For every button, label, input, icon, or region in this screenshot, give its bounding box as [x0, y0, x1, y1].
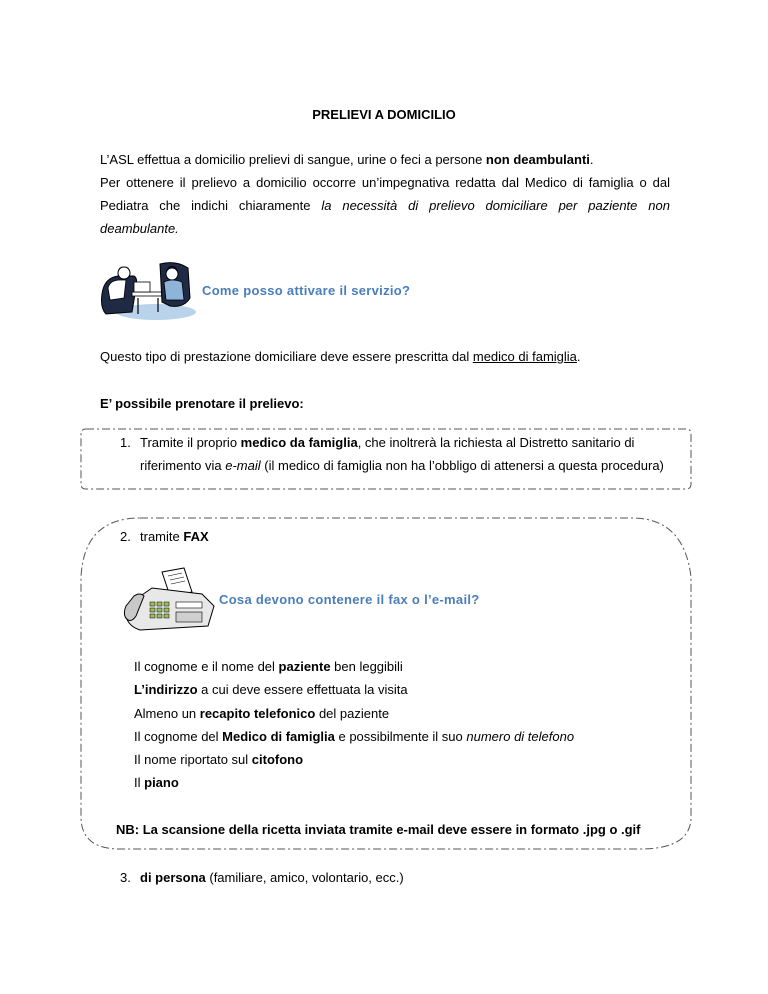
list-number: 2. [120, 529, 131, 544]
list-item-1 [120, 431, 664, 477]
item-bold: L’indirizzo [134, 682, 198, 698]
intro-bold: non deambulanti [485, 152, 590, 167]
item-bold: recapito telefonico [199, 705, 316, 721]
item-bold: paziente [278, 659, 331, 674]
item-text: Il cognome e il nome del [134, 659, 279, 674]
item-bold: di persona [140, 870, 206, 885]
page-title: PRELIEVI A DOMICILIO [312, 107, 456, 122]
list-item [134, 678, 574, 701]
item-text: del paziente [315, 705, 390, 721]
item-text: Tramite il proprio [140, 435, 241, 450]
item-text: , che inoltrerà la richiesta al Distretto sanitario di [357, 435, 635, 450]
list-item [134, 771, 574, 794]
item-italic: e-mail [225, 458, 261, 473]
list-item-3 [120, 866, 404, 889]
intro-line-4 [100, 217, 670, 240]
item-text: Il [134, 775, 145, 791]
list-item-1-line-1 [120, 431, 664, 454]
fax-requirements-list [134, 655, 574, 795]
booking-heading-text: E’ possibile prenotare il prelievo: [100, 396, 304, 411]
item-text: Almeno un [134, 705, 200, 721]
intro-line-1 [100, 148, 670, 171]
item-text: (il medico di famiglia non ha l’obbligo di attenersi a questa procedura) [260, 458, 664, 473]
list-item-1-line-2 [120, 454, 664, 477]
item-bold: FAX [183, 529, 209, 544]
intro-text: . [589, 152, 594, 167]
intro-line-3 [100, 194, 670, 217]
intro-line-2: Per ottenere il prelievo a domicilio occorre un’impegnativa redatta dal Medico di famiglia o dal [100, 175, 670, 190]
item-text: riferimento via [140, 458, 226, 473]
intro-text: Pediatra che indichi chiaramente [100, 198, 322, 213]
item-text: a cui deve essere effettuata la visita [197, 682, 408, 698]
intro-paragraph [100, 148, 670, 240]
family-doctor-link: medico di famiglia [472, 349, 577, 364]
item-text: Il cognome del [134, 728, 223, 744]
list-number: 1. [120, 435, 131, 450]
item-text: tramite [140, 529, 184, 544]
item-bold: medico da famiglia [240, 435, 358, 450]
list-item-2 [120, 525, 209, 548]
meeting-clipart-icon [98, 258, 198, 322]
prescription-text [100, 345, 581, 368]
intro-italic: deambulante. [100, 221, 179, 236]
item-text: (familiare, amico, volontario, ecc.) [205, 870, 404, 885]
item-italic: numero di telefono [466, 728, 575, 744]
list-item [134, 725, 574, 748]
item-text: Il nome riportato sul [134, 752, 252, 768]
item-text: ben leggibili [330, 659, 403, 674]
item-bold: Medico di famiglia [222, 728, 335, 744]
list-item [134, 748, 574, 771]
fax-machine-icon [122, 566, 217, 634]
list-number: 3. [120, 870, 131, 885]
intro-text: L’ASL effettua a domicilio prelievi di sangue, urine o feci a persone [100, 152, 486, 167]
item-text: e possibilmente il suo [334, 728, 467, 744]
item-bold: citofono [251, 752, 304, 768]
format-note [116, 818, 641, 841]
list-item [134, 655, 574, 678]
prescription-text-part: Questo tipo di prestazione domiciliare deve essere prescritta dal [100, 349, 473, 364]
section-heading-activate: Come posso attivare il servizio? [202, 283, 411, 298]
booking-heading [100, 392, 304, 415]
format-note-text: NB: La scansione della ricetta inviata tramite e-mail deve essere in formato .jpg o .gif [116, 822, 641, 837]
intro-italic: la necessità di prelievo domiciliare per paziente non [321, 198, 670, 213]
list-item [134, 702, 574, 725]
item-bold: piano [144, 775, 179, 791]
prescription-text-part: . [576, 349, 581, 364]
fax-content-heading: Cosa devono contenere il fax o l’e-mail? [219, 592, 480, 607]
